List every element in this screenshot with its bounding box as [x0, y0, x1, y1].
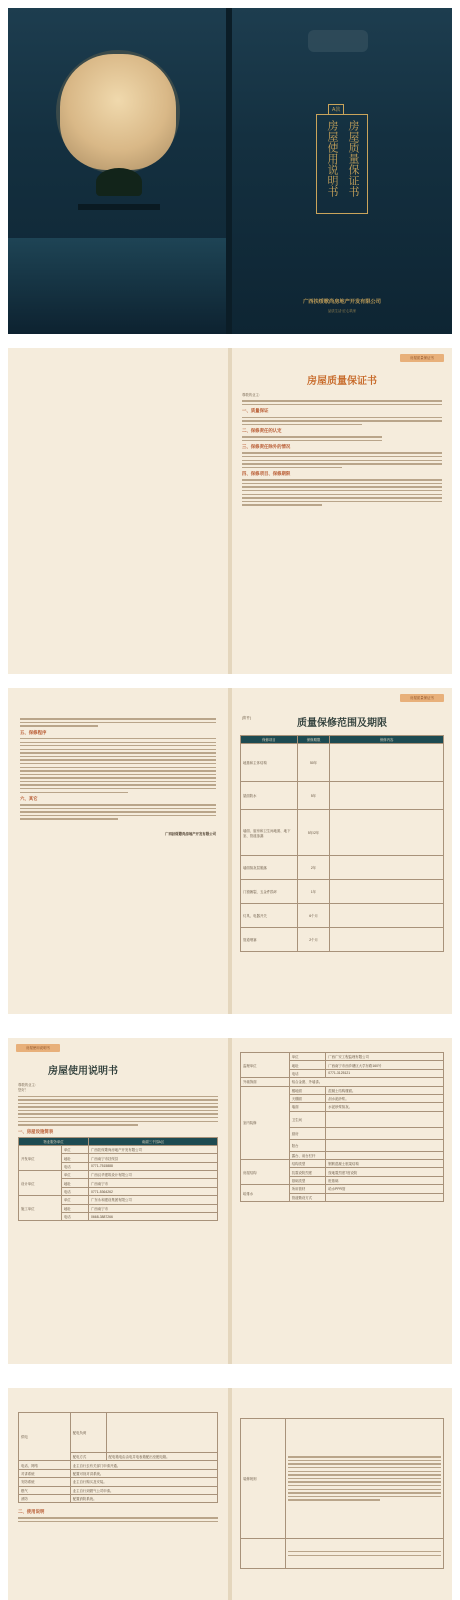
- table-row: [241, 1539, 444, 1569]
- appendix-label: (附件): [242, 716, 252, 720]
- scope-table: [240, 735, 444, 952]
- utility-table: [18, 1412, 218, 1503]
- warranty-section-3: 三、保修责任除外的情况: [242, 444, 291, 450]
- manual-page: [8, 1038, 228, 1364]
- warranty-section-5: 五、保修程序: [20, 729, 47, 735]
- manual-section-1: 一、房屋设施简表: [18, 1128, 54, 1134]
- manual-greeting: 尊敬的业主：: [18, 1083, 39, 1087]
- table-row: 房屋结构 结构类型 钢筋混凝土框架结构: [241, 1160, 444, 1168]
- table-row: 地址 广西南宁市西乡塘区大学东路160号: [241, 1061, 444, 1069]
- last-right-page: [232, 1388, 452, 1600]
- table-row: 卫生间: [241, 1111, 444, 1127]
- info-table: [18, 1137, 218, 1222]
- warranty-page: [232, 348, 452, 674]
- warranty-section-2: 二、保修责任的认定: [242, 428, 282, 434]
- cover-title-right: 房屋质量保证书: [347, 120, 359, 197]
- scope-page: [232, 688, 452, 1014]
- table-row: 监理单位 单位 广西广安工程监理有限公司: [241, 1053, 444, 1061]
- table-row: 地址 广西南宁市: [19, 1179, 218, 1187]
- scope-spread: [0, 680, 460, 1020]
- scope-title: 质量保修范围及期限: [297, 718, 387, 729]
- table-row: 地址 广西南宁市: [19, 1204, 218, 1212]
- table-row: 厨房: [241, 1127, 444, 1139]
- table-row: 墙面抹灰层脱落 2年: [241, 856, 444, 880]
- facility-table: [240, 1052, 444, 1202]
- scope-header-item: 保修项目: [241, 736, 298, 744]
- table-row: 电话 0771-7515888: [19, 1162, 218, 1170]
- warranty-title: 房屋质量保证书: [307, 376, 377, 387]
- landscape-painting: [60, 54, 176, 170]
- cover-back: [8, 8, 228, 334]
- manual-section-2: 二、使用说明: [18, 1509, 45, 1515]
- last-spread: [0, 1380, 460, 1600]
- table-row: 基础类型 桩基础: [241, 1176, 444, 1184]
- warranty-cont-page: [8, 688, 228, 1014]
- manual-spread: [0, 1030, 460, 1370]
- warranty-section-4: 四、保修项目、保修期限: [242, 471, 291, 477]
- table-row: 灯具、电器开关 6个月: [241, 904, 444, 928]
- table-row: 供电 配电负荷: [19, 1413, 218, 1453]
- table-row: 地址 广西南宁市扶绥县: [19, 1154, 218, 1162]
- table-row: 墙面 水泥砂浆抹灰。: [241, 1103, 444, 1111]
- scope-header-content: 保修内容: [330, 736, 444, 744]
- table-row: 露台、前台栏杆: [241, 1151, 444, 1159]
- table-row: [241, 1419, 444, 1539]
- manual-title: 房屋使用说明书: [48, 1066, 118, 1077]
- table-row: 电话 0668-3887266: [19, 1212, 218, 1220]
- cover-company: 广西扶绥歌尚房地产开发有限公司: [303, 299, 381, 305]
- table-row: 配电方式 配电箱电由由电井电表箱配出至配电箱。: [19, 1453, 218, 1461]
- table-row: 燃气 业主自行到燃气公司申请。: [19, 1486, 218, 1494]
- table-row: 设计单位 单位 广西汉华建筑设计有限公司: [19, 1171, 218, 1179]
- last-left-page: [8, 1388, 228, 1600]
- table-row: 消防 配置消防系统。: [19, 1494, 218, 1502]
- cover-front: [232, 8, 452, 334]
- wave-band: [8, 238, 228, 334]
- cover-title-left: 房屋使用说明书: [326, 120, 338, 197]
- logo-blur: [308, 30, 368, 52]
- manual-hello: 您好！: [18, 1088, 29, 1093]
- table-row: 安防系统 业主自行购买及安装。: [19, 1478, 218, 1486]
- table-row: 对讲系统 配置可视对讲系统。: [19, 1469, 218, 1477]
- warranty-greeting: 尊敬的业主：: [242, 393, 263, 397]
- warranty-tag: 房屋质量保证书: [400, 354, 444, 362]
- cover-subtitle: 品质生活·匠心筑家: [327, 309, 357, 313]
- table-row: 电话、网络 业主自行去有关部门申请开通。: [19, 1461, 218, 1469]
- table-row: 墙面、厨房和卫生间地面、地下室、管道渗漏 5年/2年: [241, 810, 444, 856]
- table-row: 管道堵塞 2个月: [241, 928, 444, 952]
- table-row: 室内装修 楼地面 混凝土结构楼面。: [241, 1086, 444, 1094]
- table-row: 管道敷设方式: [241, 1193, 444, 1201]
- scope-tag: 房屋质量保证书: [400, 694, 444, 702]
- manual-right-page: [232, 1038, 452, 1364]
- renovation-label: 装修规则: [241, 1419, 286, 1539]
- cover-badge: A款: [328, 104, 344, 115]
- table-row: 屋面防水 5年: [241, 782, 444, 810]
- table-row: 给排水 所用管材 给水PPR管: [241, 1185, 444, 1193]
- scope-header-period: 保修期限: [297, 736, 329, 744]
- table-row: 外墙饰面 铝合金窗、外墙漆。: [241, 1078, 444, 1086]
- warranty-section-6: 六、其它: [20, 795, 38, 801]
- table-row: 地基和主体结构 50年: [241, 744, 444, 782]
- info-header-1: 物业服务单位: [19, 1137, 89, 1145]
- table-row: 电话 0771-5364262: [19, 1187, 218, 1195]
- pine-bonsai: [96, 168, 142, 196]
- table-row: 开发单位 单位 广西扶绥歌尚房地产开发有限公司: [19, 1145, 218, 1153]
- warranty-section-1: 一、质量保证: [242, 408, 269, 414]
- warranty-company: 广西扶绥歌尚房地产开发有限公司: [165, 831, 216, 836]
- info-header-2: 南湖三千园A区: [89, 1137, 218, 1145]
- warranty-spread: [0, 340, 460, 680]
- table-row: 抗震设防烈度 按地震烈度7度设防: [241, 1168, 444, 1176]
- table-row: 门窗翘裂、五金件损坏 1年: [241, 880, 444, 904]
- pedestal: [78, 204, 160, 210]
- cover-spread: [0, 0, 460, 340]
- manual-tag: 房屋使用说明书: [16, 1044, 60, 1052]
- table-row: 阳台: [241, 1139, 444, 1151]
- renovation-table: [240, 1418, 444, 1569]
- table-row: 天棚面 刮水泥砂浆。: [241, 1094, 444, 1102]
- blank-left-page: [8, 348, 228, 674]
- table-row: 施工单位 单位 广东永和建设集团有限公司: [19, 1196, 218, 1204]
- table-row: 电话 0771-3125121: [241, 1069, 444, 1077]
